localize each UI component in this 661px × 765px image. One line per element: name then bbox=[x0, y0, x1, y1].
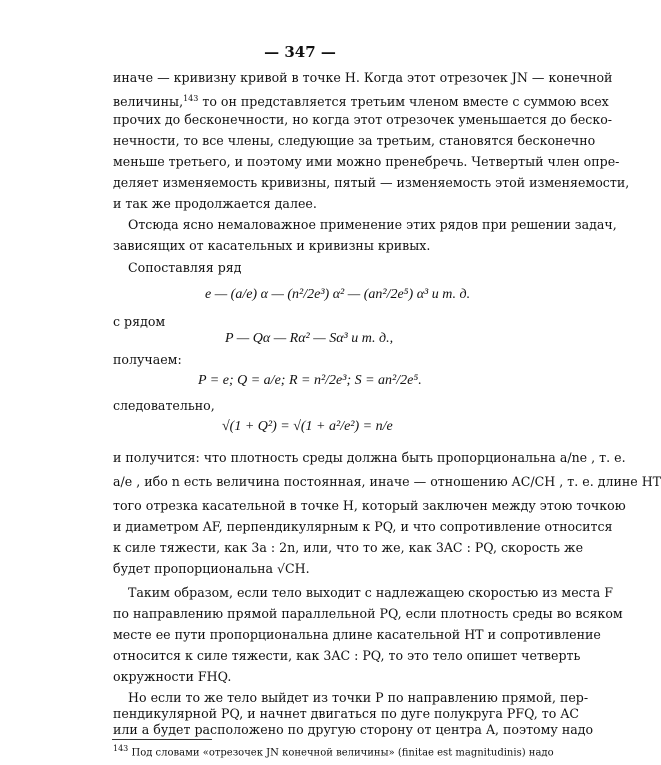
text-line: или a будет расположено по другую сторону от центра A, поэтому надо bbox=[113, 722, 594, 737]
text-line: прочих до бесконечности, но когда этот отрезочек уменьшается до беско- bbox=[113, 112, 613, 127]
text-line: зависящих от касательных и кривизны кривых. bbox=[113, 238, 431, 253]
text-line: окружности FHQ. bbox=[113, 669, 232, 684]
formula-coefficients: P = e; Q = a/e; R = n²/2e³; S = an²/2e⁵. bbox=[198, 373, 422, 388]
text-line: пендикулярной PQ, и начнет двигаться по дуге полукруга PFQ, то AC bbox=[113, 706, 580, 721]
text-line: величины,$^{143}$ то он представляется третьим членом вместе с суммою всех bbox=[113, 94, 609, 110]
text-line: следовательно, bbox=[113, 398, 215, 413]
formula-series-2: P — Qα — Rα² — Sα³ и т. д., bbox=[225, 331, 394, 346]
footnote-line: $^{143}$ Под словами «отрезочек JN конечной величины» (finitae est magnitudinis) надо bbox=[113, 744, 554, 759]
text-line: нечности, то все члены, следующие за третьим, становятся бесконечно bbox=[113, 133, 596, 148]
text-line: относится к силе тяжести, как 3AC : PQ, то это тело опишет четверть bbox=[113, 648, 581, 663]
text-line: деляет изменяемость кривизны, пятый — изменяемость этой изменяемости, bbox=[113, 175, 630, 190]
text-line: Сопоставляя ряд bbox=[128, 260, 242, 275]
text-line: Отсюда ясно немаловажное применение этих рядов при решении задач, bbox=[128, 217, 617, 232]
text-line: получаем: bbox=[113, 352, 182, 367]
text-line: меньше третьего, и поэтому ими можно пренебречь. Четвертый член опре- bbox=[113, 154, 620, 169]
text-line: месте ее пути пропорциональна длине касательной HT и сопротивление bbox=[113, 627, 601, 642]
footnote-ref[interactable]: 143 bbox=[183, 94, 199, 103]
formula-root: √(1 + Q²) = √(1 + a²/e²) = n/e bbox=[222, 419, 393, 434]
formula-series-1: e — (a/e) α — (n²/2e³) α² — (an²/2e⁵) α³ и т. д. bbox=[205, 287, 471, 302]
footnote-number: 143 bbox=[113, 744, 129, 753]
text-line: к силе тяжести, как 3a : 2n, или, что то же, как 3AC : PQ, скорость же bbox=[113, 540, 584, 555]
text-line: a/e , ибо n есть величина постоянная, иначе — отношению AC/CH , т. е. длине HT bbox=[113, 474, 661, 489]
text-line: и диаметром AF, перпендикулярным к PQ, и что сопротивление относится bbox=[113, 519, 613, 534]
text-line: Таким образом, если тело выходит с надлежащею скоростью из места F bbox=[128, 585, 613, 600]
text-line: по направлению прямой параллельной PQ, если плотность среды во всяком bbox=[113, 606, 623, 621]
text-line: и получится: что плотность среды должна быть пропорциональна a/ne , т. е. bbox=[113, 450, 626, 465]
footnote-divider bbox=[112, 739, 212, 740]
text-line: того отрезка касательной в точке H, который заключен между этою точкою bbox=[113, 498, 626, 513]
text-line: будет пропорциональна √CH. bbox=[113, 561, 310, 576]
text-line: иначе — кривизну кривой в точке H. Когда этот отрезочек JN — конечной bbox=[113, 70, 613, 85]
text-line: и так же продолжается далее. bbox=[113, 196, 317, 211]
text-line: Но если то же тело выйдет из точки P по направлению прямой, пер- bbox=[128, 690, 589, 705]
page-number: — 347 — bbox=[264, 43, 336, 61]
text-line: с рядом bbox=[113, 314, 166, 329]
